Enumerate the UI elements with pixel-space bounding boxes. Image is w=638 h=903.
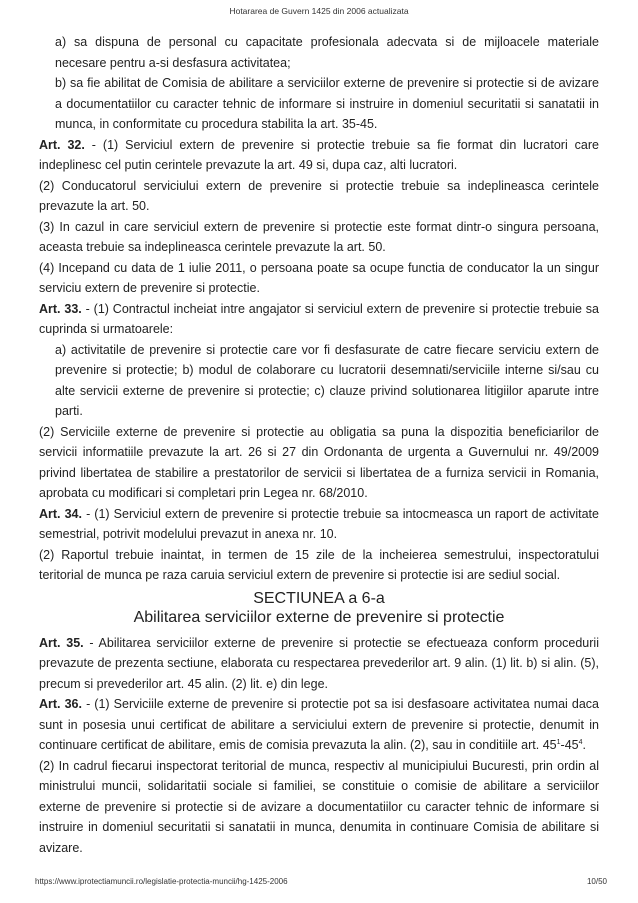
article-text: - Abilitarea serviciilor externe de prevenire si protectie se efectueaza conform procedurii prevazute de prezenta sectiune, elaborata cu respectarea prevederilor art. 9 alin. (1) lit. b) si alin. (5), precum si prevederilor art. 45 alin. (2) lit. e) din lege. [39,635,599,691]
page-number: 10/50 [586,877,607,886]
paragraph: (3) In cazul in care serviciul extern de prevenire si protectie este format dintr-o singura persoana, aceasta trebuie sa indeplineasca cerintele prevazute la art. 50. [39,219,599,254]
section-heading [39,589,599,627]
article-label: Art. 33. [39,301,82,316]
paragraph: (2) Conducatorul serviciului extern de prevenire si protectie trebuie sa indeplineasca cerintele prevazute la art. 50. [39,178,599,213]
article-34 [39,504,599,545]
paragraph-a: a) sa dispuna de personal cu capacitate profesionala adecvata si de mijloacele materiale necesare pentru a-si desfasura activitatea; [55,35,599,70]
article-text: - (1) Serviciile externe de prevenire si protectie pot sa isi desfasoare activitatea numai daca sunt in posesia unui certificat de abilitare a serviciului extern de prevenire si protectie, denumit in continuare certificat de abilitare, emis de comisia prevazuta la alin. (2), sau in conditiile art. 45 [39,697,599,752]
article-33 [39,299,599,340]
article-text: - (1) Serviciul extern de prevenire si protectie trebuie sa fie format din lucratori care indeplinesc cel putin cerintele prevazute la art. 49 si, dupa caz, alti lucratori. [39,137,599,172]
superscript: 4 [578,738,583,746]
article-text: - (1) Serviciul extern de prevenire si protectie trebuie sa intocmeasca un raport de activitate semestrial, potrivit modelului prevazut in anexa nr. 10. [39,506,599,541]
article-35 [39,633,599,695]
paragraph: (4) Incepand cu data de 1 iulie 2011, o persoana poate sa ocupe functia de conducator la un singur serviciu extern de prevenire si protectie. [39,260,599,295]
section-title: SECTIUNEA a 6-a [253,589,385,607]
page-header: Hotararea de Guvern 1425 din 2006 actualizata [229,6,409,16]
article-text-end: . [582,738,586,752]
paragraph: (2) Raportul trebuie inaintat, in termen de 15 zile de la incheierea semestrului, inspectoratului teritorial de munca pe raza caruia serviciul extern de prevenire si protectie isi are sediul social. [39,547,599,582]
paragraph-b: b) sa fie abilitat de Comisia de abilitare a serviciilor externe de prevenire si protectie si de avizare a documentatiilor cu caracter tehnic de informare si instruire in domeniul securitatii si sanatatii in munca, in conformitate cu procedura stabilita la art. 35-45. [55,76,599,131]
superscript: 1 [556,738,561,746]
page-footer [35,877,607,886]
article-text-cont: -45 [560,738,579,752]
article-36 [39,694,599,756]
paragraph: (2) Serviciile externe de prevenire si protectie au obligatia sa puna la dispozitia beneficiarilor de servicii informatiile prevazute la art. 26 si 27 din Ordonanta de urgenta a Guvernului nr. 49/2009 privind libertatea de stabilire a prestatorilor de servicii si libertatea de a furniza servicii in Romania, aprobata cu modificari si completari prin Legea nr. 68/2010. [39,424,599,500]
section-subtitle: Abilitarea serviciilor externe de prevenire si protectie [133,608,505,626]
paragraph: (2) In cadrul fiecarui inspectorat teritorial de munca, respectiv al municipiului Bucuresti, prin ordin al ministrului muncii, solidaritatii sociale si familiei, se constituie o comisie de abilitare a serviciilor externe de prevenire si protectie si de avizare a documentatiilor cu caracter tehnic de informare si instruire in domeniul securitatii si sanatatii in munca, denumita in continuare Comisia de abilitare si avizare. [39,758,599,855]
article-label: Art. 36. [39,697,82,711]
article-label: Art. 32. [39,137,85,152]
footer-url[interactable]: https://www.iprotectiamuncii.ro/legislatie-protectia-muncii/hg-1425-2006 [35,877,288,886]
document-body [39,32,599,858]
article-text: - (1) Contractul incheiat intre angajator si serviciul extern de prevenire si protectie trebuie sa cuprinda si urmatoarele: [39,301,599,336]
paragraph-list: a) activitatile de prevenire si protectie care vor fi desfasurate de catre fiecare serviciu extern de prevenire si protectie; b) modul de colaborare cu lucratorii desemnati/serviciile interne si/sau cu alte servicii externe de prevenire si protectie; c) clauze privind solutionarea litigiilor aparute intre parti. [55,342,599,418]
article-32 [39,135,599,176]
article-label: Art. 34. [39,506,82,521]
article-label: Art. 35. [39,635,84,650]
